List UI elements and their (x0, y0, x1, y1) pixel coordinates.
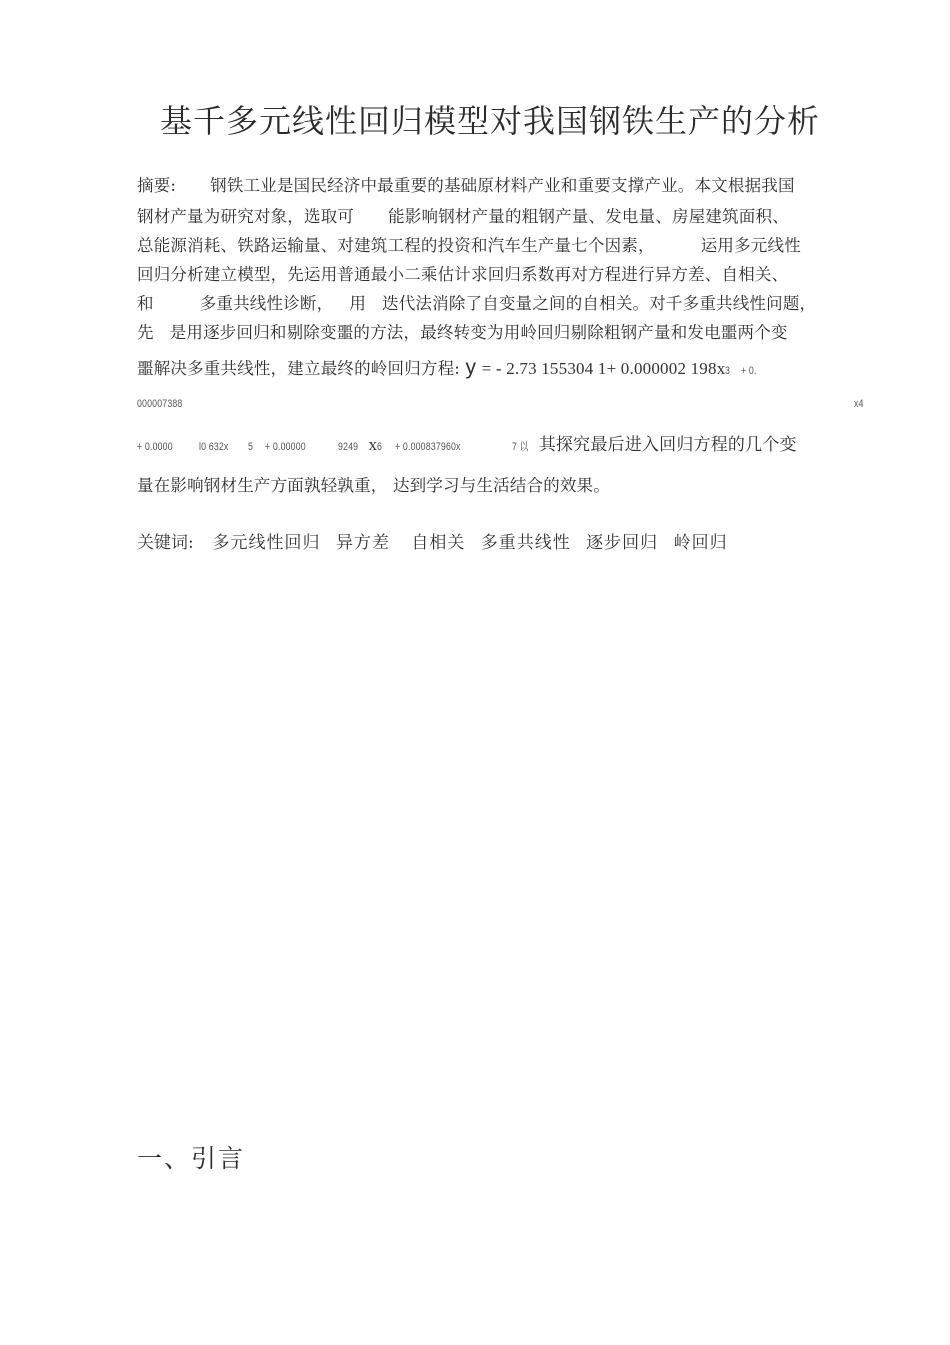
equation-subscript: 5 (247, 441, 253, 453)
abstract-text: 回归分析建立模型，先运用普通最小二乘估计求回归系数再对方程进行异方差、自相关、 (137, 265, 789, 284)
equation-text: x (368, 435, 378, 454)
keyword: 岭回归 (673, 533, 728, 553)
equation-text: + 0. (741, 365, 757, 377)
abstract-line-1 (137, 172, 795, 196)
equation-text: l0 632x (199, 441, 229, 453)
abstract-line-10 (137, 472, 610, 496)
abstract-text: 和 (137, 294, 154, 313)
equation-y: y (465, 356, 477, 379)
keyword: 多重共线性 (480, 533, 571, 553)
keywords (137, 528, 738, 553)
abstract-text: 先 (137, 323, 154, 342)
abstract-text: 钢铁工业是国民经济中最重要的基础原材料产业和重要支撑产业。本文根据我国 (210, 176, 795, 195)
section-heading: 一、引言 (137, 1144, 246, 1173)
keyword: 逐步回归 (586, 533, 659, 553)
equation-text: + 0.0000 (137, 441, 173, 453)
equation-text: 000007388 (137, 398, 183, 410)
abstract-text: 钢材产量为研究对象，选取可 (137, 207, 355, 226)
abstract-line-8 (137, 392, 866, 411)
equation-subscript: x4 (854, 398, 864, 410)
abstract-line-2 (137, 203, 789, 227)
abstract-line-9 (137, 430, 797, 455)
equation-text: 7 以 (512, 441, 530, 453)
abstract-text: 噩解决多重共线性，建立最终的岭回归方程: (137, 359, 461, 378)
equation-text: = - 2.73 155304 1+ 0.000002 198x (481, 359, 726, 378)
keyword: 多元线性回归 (212, 533, 321, 553)
equation-subscript: 6 (377, 441, 383, 453)
abstract-line-6 (137, 319, 788, 343)
abstract-text: 用 (349, 294, 367, 313)
abstract-text: 运用多元线性 (700, 236, 801, 255)
keywords-label: 关键词: (137, 533, 194, 553)
equation-text: + 0.000837960x (395, 441, 461, 453)
paper-title: 基千多元线性回归模型对我国钢铁生产的分析 (159, 102, 820, 140)
abstract-text: 其探究最后进入回归方程的几个变 (538, 435, 797, 455)
abstract-text: 总能源消耗、铁路运输量、对建筑工程的投资和汽车生产量七个因素， (137, 236, 655, 255)
abstract-text: 能影响钢材产量的粗钢产量、发电量、房屋建筑面积、 (388, 207, 789, 226)
abstract-line-4 (137, 261, 788, 285)
equation-text: 9249 (337, 441, 359, 453)
abstract-text: 量在影响钢材生产方面孰轻孰重， 达到学习与生活结合的效果。 (137, 476, 611, 495)
keyword: 异方差 (335, 533, 390, 553)
abstract-text: 迭代法消除了自变量之间的自相关。对千多重共线性问题， (382, 294, 817, 313)
abstract-line-7 (137, 355, 761, 380)
abstract-line-5 (137, 290, 816, 314)
abstract-text: 多重共线性诊断， (199, 294, 334, 313)
abstract-label: 摘要: (137, 176, 177, 195)
equation-subscript: 3 (725, 365, 731, 377)
abstract-line-3 (137, 232, 801, 256)
keyword: 自相关 (411, 533, 466, 553)
abstract-text: 是用逐步回归和剔除变噩的方法，最终转变为用岭回归剔除粗钢产量和发电噩两个变 (169, 323, 788, 342)
equation-text: + 0.00000 (265, 441, 307, 453)
